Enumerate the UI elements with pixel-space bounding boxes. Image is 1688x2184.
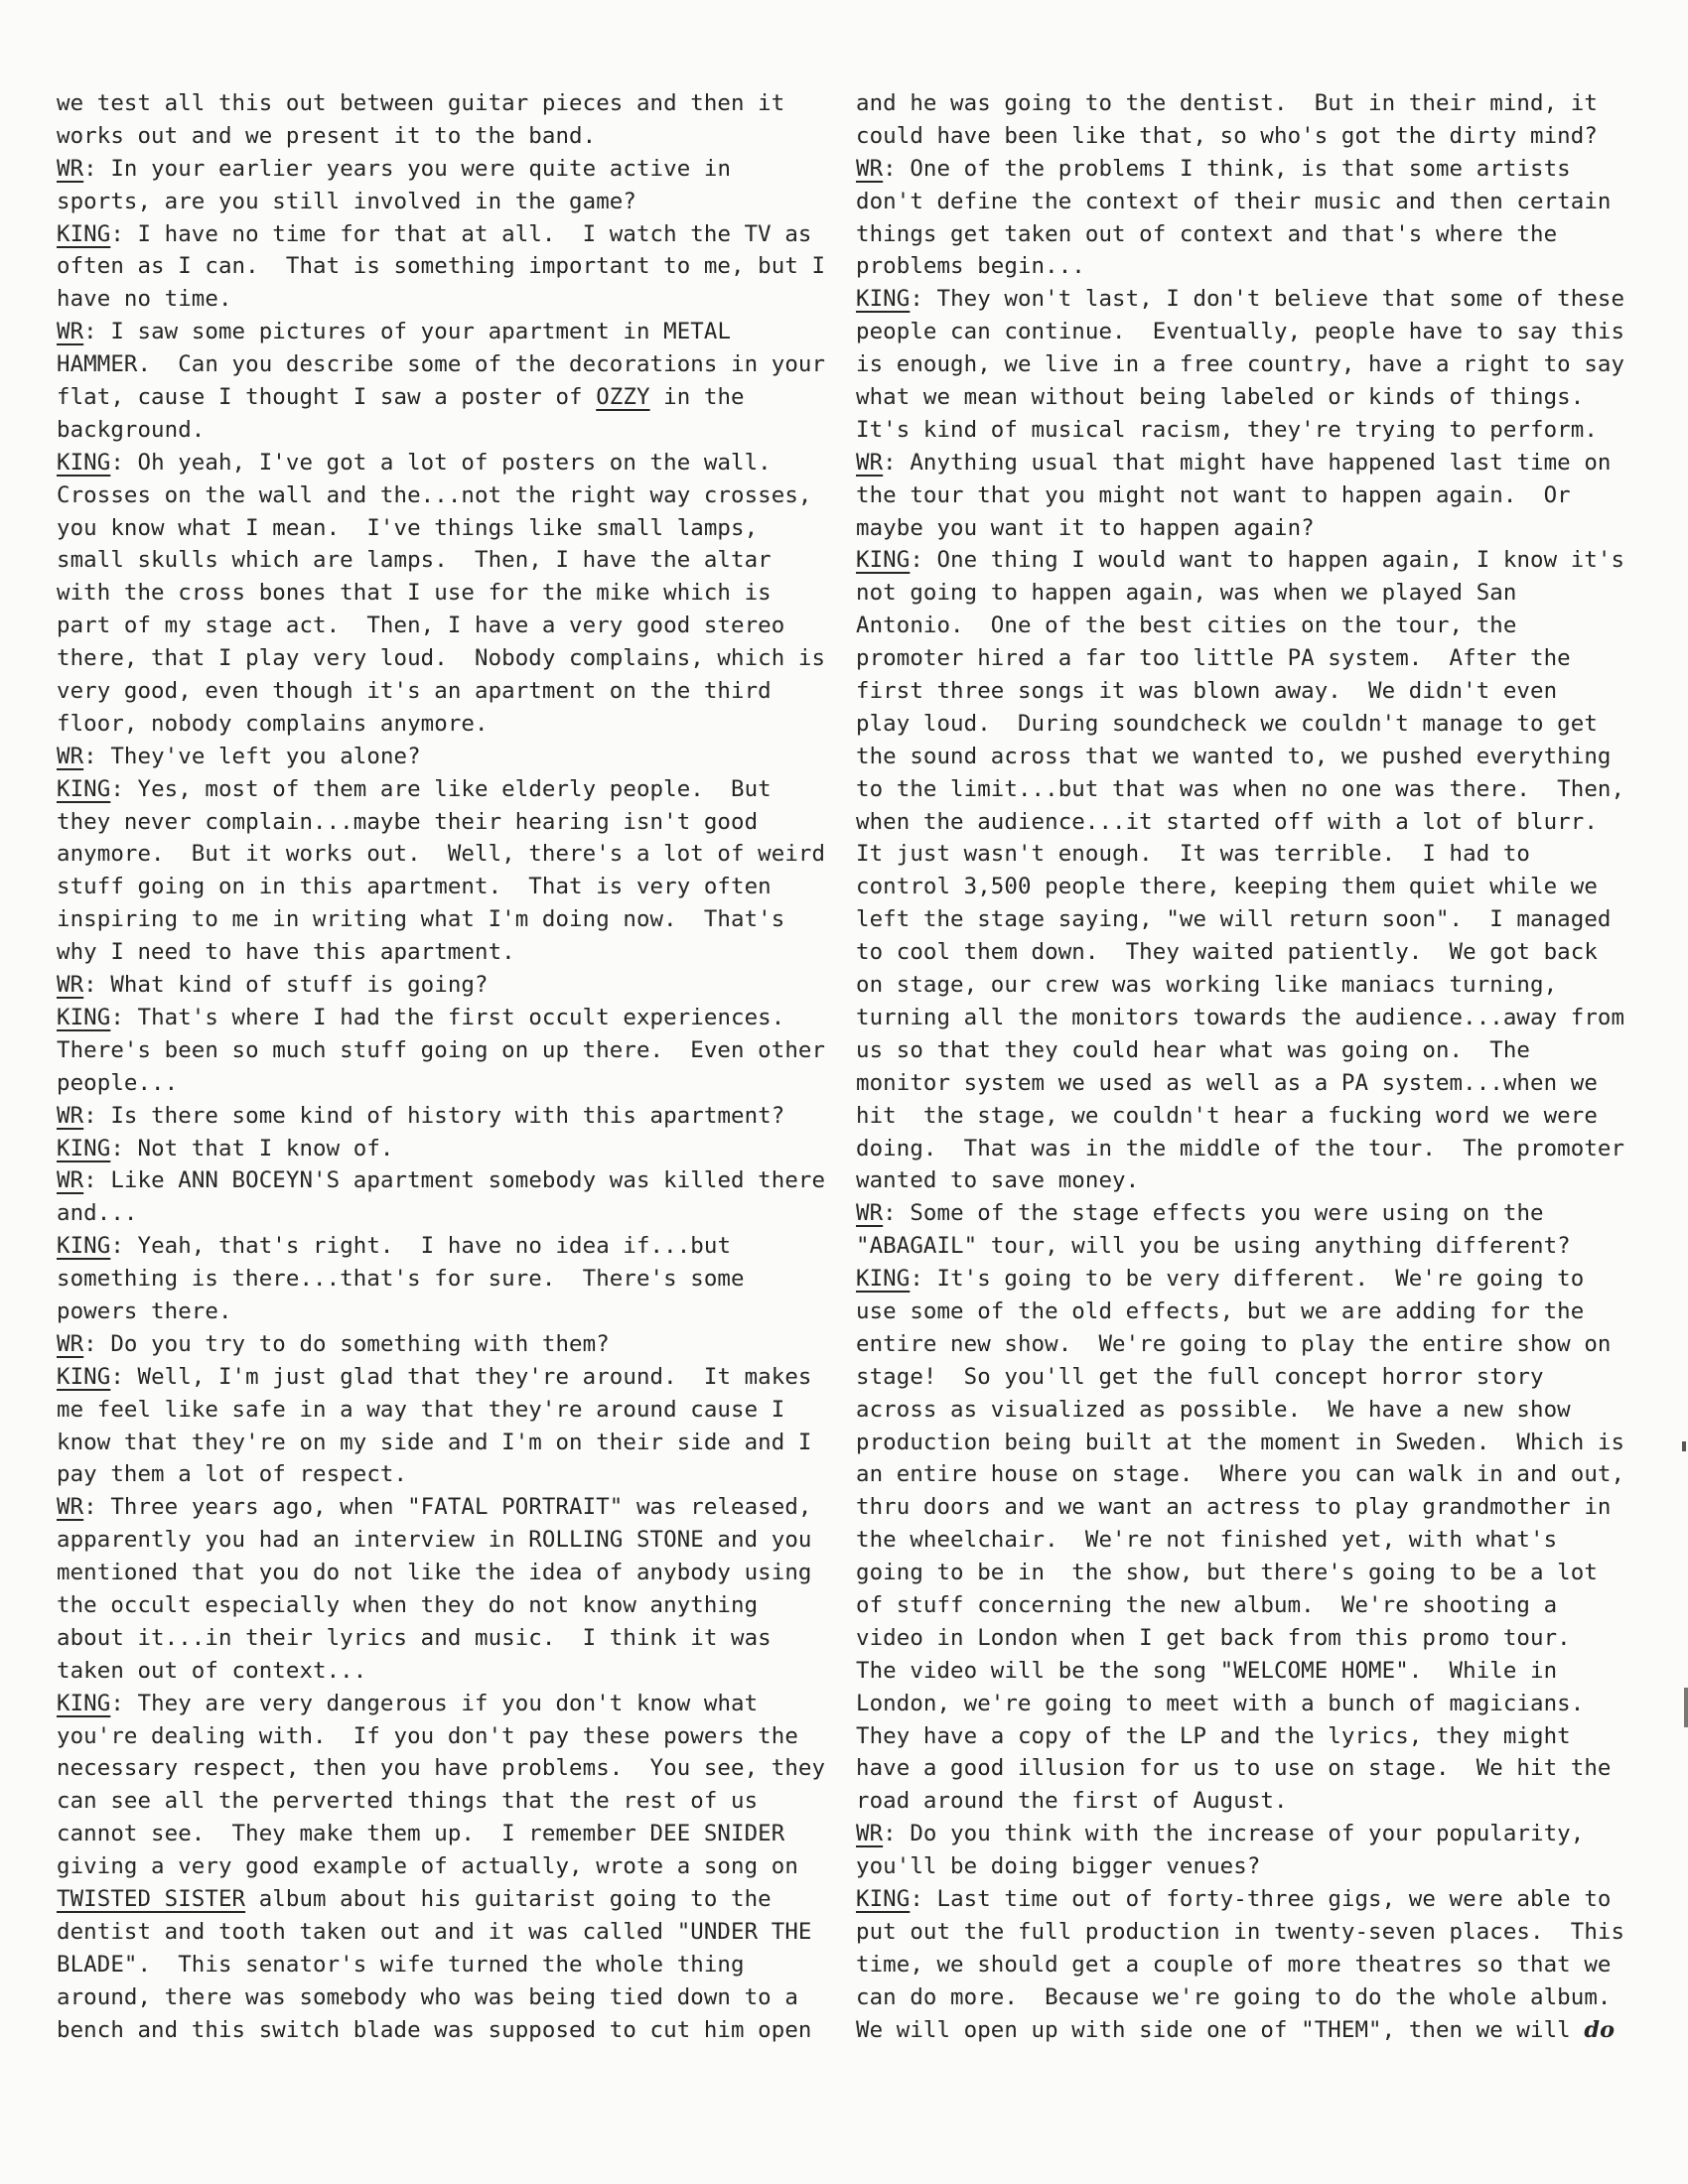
text-segment: monitor system we used as well as a PA system...when we	[856, 1069, 1598, 1096]
text-line	[57, 642, 826, 675]
text-segment: you're dealing with. If you don't pay these powers the	[57, 1722, 798, 1749]
text-segment: things get taken out of context and that's where the	[856, 220, 1558, 247]
text-line	[856, 1720, 1620, 1753]
text-line	[856, 348, 1625, 381]
text-line	[856, 675, 1620, 708]
speaker-label: KING	[856, 1266, 911, 1293]
text-line	[856, 1491, 1620, 1524]
text-segment: : It's going to be very different. We're going to	[910, 1266, 1585, 1293]
text-line	[57, 512, 821, 545]
text-segment: what we mean without being labeled or kinds of things.	[856, 384, 1585, 411]
text-segment: : Well, I'm just glad that they're around. It makes	[110, 1363, 812, 1390]
text-line	[57, 969, 821, 1002]
text-segment: : Not that I know of.	[110, 1135, 394, 1161]
speaker-label: WR	[57, 1167, 84, 1194]
text-line	[856, 1394, 1620, 1427]
text-segment: stage! So you'll get the full concept horror story	[856, 1363, 1544, 1390]
text-line	[856, 1133, 1625, 1165]
text-segment: : Yeah, that's right. I have no idea if...but	[110, 1233, 732, 1260]
text-line	[57, 1916, 821, 1949]
text-segment: road around the first of August.	[856, 1788, 1288, 1815]
text-line	[856, 1067, 1620, 1100]
text-line	[856, 1230, 1620, 1263]
text-segment: BLADE". This senator's wife turned the whole thing	[57, 1951, 745, 1978]
text-segment: of stuff concerning the new album. We're shooting a	[856, 1591, 1558, 1618]
text-line	[856, 1100, 1620, 1133]
text-line	[856, 1458, 1625, 1491]
text-segment: : I saw some pictures of your apartment in METAL	[83, 319, 732, 345]
text-line	[856, 414, 1620, 447]
text-segment: bench and this switch blade was supposed to cut him open	[57, 2016, 812, 2043]
text-segment: and...	[57, 1200, 138, 1227]
speaker-label: WR	[57, 155, 84, 182]
text-segment: : Do you try to do something with them?	[83, 1330, 610, 1357]
text-segment: play loud. During soundcheck we couldn't manage to get	[856, 710, 1598, 737]
speaker-label: KING	[57, 1363, 111, 1390]
text-line	[57, 414, 821, 447]
text-segment: why I need to have this apartment.	[57, 939, 515, 966]
text-line	[57, 348, 826, 381]
text-line	[856, 577, 1620, 610]
text-line	[856, 1818, 1620, 1850]
text-line	[856, 1688, 1620, 1720]
text-segment: the sound across that we wanted to, we pushed everything	[856, 743, 1612, 769]
text-segment: and he was going to the dentist. But in their mind, it	[856, 90, 1598, 116]
text-line	[57, 1949, 821, 1981]
text-segment: taken out of context...	[57, 1657, 367, 1684]
text-segment: the occult especially when they do not know anything	[57, 1591, 759, 1618]
text-line	[856, 186, 1620, 218]
text-segment: you know what I mean. I've things like small lamps,	[57, 514, 759, 541]
text-segment: in the	[649, 384, 745, 411]
text-segment: : Do you think with the increase of your popularity,	[883, 1821, 1585, 1847]
text-line	[856, 283, 1625, 316]
text-line	[856, 1361, 1620, 1394]
speaker-label: WR	[856, 155, 884, 182]
text-segment: There's been so much stuff going on up there. Even other	[57, 1036, 826, 1063]
text-segment: wanted to save money.	[856, 1167, 1140, 1194]
text-segment: small skulls which are lamps. Then, I have the altar	[57, 547, 772, 574]
text-segment: can see all the perverted things that the rest of us	[57, 1788, 759, 1815]
text-line	[856, 1949, 1620, 1981]
text-line	[57, 1067, 821, 1100]
text-segment: people can continue. Eventually, people have to say this	[856, 319, 1625, 345]
text-segment: with the cross bones that I use for the mike which is	[57, 580, 772, 607]
speaker-label: WR	[57, 1330, 84, 1357]
text-segment: production being built at the moment in Sweden. Which is	[856, 1429, 1625, 1455]
text-line	[57, 1883, 821, 1916]
text-segment: entire new show. We're going to play the entire show on	[856, 1330, 1612, 1357]
text-line	[57, 871, 821, 903]
text-line	[57, 1589, 821, 1622]
text-line	[856, 969, 1620, 1002]
text-line	[856, 381, 1620, 414]
text-line	[856, 1785, 1620, 1818]
speaker-label: WR	[856, 449, 884, 476]
text-segment: know that they're on my side and I'm on their side and I	[57, 1429, 812, 1455]
text-segment: : Yes, most of them are like elderly people. But	[110, 775, 772, 802]
text-segment: sports, are you still involved in the game?	[57, 188, 636, 214]
speaker-label: KING	[57, 1233, 111, 1260]
text-segment: us so that they could hear what was going on. The	[856, 1036, 1531, 1063]
text-line	[856, 1263, 1620, 1296]
text-line	[856, 871, 1620, 903]
text-segment: put out the full production in twenty-seven places. This	[856, 1918, 1625, 1945]
text-line	[57, 1197, 821, 1230]
speaker-label: WR	[57, 319, 84, 345]
text-segment: maybe you want it to happen again?	[856, 514, 1315, 541]
text-line	[856, 1197, 1620, 1230]
text-segment: album about his guitarist going to the	[245, 1885, 772, 1912]
text-line	[57, 1981, 821, 2014]
text-line	[57, 1688, 821, 1720]
text-segment: cannot see. They make them up. I remember DEE SNIDER	[57, 1821, 785, 1847]
text-segment: the wheelchair. We're not finished yet, with what's	[856, 1527, 1558, 1554]
text-segment: : Oh yeah, I've got a lot of posters on the wall.	[110, 449, 772, 476]
text-segment: powers there.	[57, 1297, 232, 1324]
text-segment: dentist and tooth taken out and it was called "UNDER THE	[57, 1918, 812, 1945]
text-line	[856, 1655, 1620, 1688]
text-line	[57, 610, 821, 642]
text-line	[856, 1034, 1620, 1067]
text-segment: We will open up with side one of "THEM", then we will	[856, 2016, 1585, 2043]
text-line	[856, 1752, 1620, 1785]
text-line	[856, 741, 1620, 773]
text-line	[856, 218, 1620, 251]
text-line	[856, 1916, 1625, 1949]
text-line	[57, 1394, 821, 1427]
speaker-label: KING	[57, 775, 111, 802]
text-segment: The video will be the song "WELCOME HOME". While in	[856, 1657, 1558, 1684]
text-segment: doing. That was in the middle of the tour. The promoter	[856, 1135, 1625, 1161]
text-line	[57, 1361, 821, 1394]
underlined-name: TWISTED SISTER	[57, 1885, 246, 1912]
text-segment: we test all this out between guitar pieces and then it	[57, 90, 785, 116]
speaker-label: KING	[57, 449, 111, 476]
text-line	[856, 479, 1620, 512]
text-segment: works out and we present it to the band.	[57, 122, 597, 149]
text-line	[57, 773, 821, 806]
text-segment: first three songs it was blown away. We didn't even	[856, 678, 1558, 705]
text-line	[856, 1981, 1620, 2014]
text-segment: pay them a lot of respect.	[57, 1461, 408, 1488]
text-line	[856, 512, 1620, 545]
page-edge-mark	[1682, 1441, 1686, 1451]
text-line	[856, 2014, 1620, 2047]
text-segment: very good, even though it's an apartment on the third	[57, 678, 772, 705]
speaker-label: WR	[57, 1494, 84, 1521]
text-line	[57, 1002, 821, 1034]
text-segment: : They are very dangerous if you don't know what	[110, 1690, 759, 1716]
text-line	[57, 1524, 821, 1557]
speaker-label: KING	[57, 1690, 111, 1716]
text-line	[856, 1328, 1620, 1361]
text-segment: London, we're going to meet with a bunch of magicians.	[856, 1690, 1585, 1716]
text-line	[57, 806, 821, 839]
text-segment: the tour that you might not want to happen again. Or	[856, 481, 1571, 508]
text-segment: : They won't last, I don't believe that some of these	[910, 286, 1625, 313]
text-line	[856, 316, 1625, 348]
text-segment: on stage, our crew was working like maniacs turning,	[856, 972, 1558, 999]
speaker-label: KING	[856, 547, 911, 574]
text-segment: about it...in their lyrics and music. I think it was	[57, 1624, 772, 1651]
text-segment: necessary respect, then you have problems. You see, they	[57, 1755, 826, 1782]
text-line	[57, 1785, 821, 1818]
text-segment: : Like ANN BOCEYN'S apartment somebody was killed there	[83, 1167, 826, 1194]
right-column	[856, 87, 1625, 2046]
speaker-label: WR	[57, 1102, 84, 1129]
text-segment: people...	[57, 1069, 179, 1096]
text-line	[856, 120, 1620, 153]
text-line	[856, 250, 1620, 283]
text-line	[57, 479, 821, 512]
text-line	[856, 773, 1625, 806]
text-segment: inspiring to me in writing what I'm doing now. That's	[57, 906, 785, 933]
text-line	[57, 1491, 821, 1524]
text-line	[57, 283, 821, 316]
text-line	[856, 1883, 1620, 1916]
text-line	[57, 1034, 826, 1067]
text-line	[57, 1164, 826, 1197]
text-segment: often as I can. That is something important to me, but I	[57, 253, 826, 280]
text-segment: It just wasn't enough. It was terrible. I had to	[856, 841, 1531, 868]
text-segment: control 3,500 people there, keeping them quiet while we	[856, 874, 1598, 900]
left-column	[57, 87, 826, 2046]
text-segment: going to be in the show, but there's going to be a lot	[856, 1560, 1598, 1586]
text-line	[57, 1230, 821, 1263]
text-line	[57, 936, 821, 969]
text-line	[856, 1164, 1620, 1197]
text-segment: : That's where I had the first occult experiences.	[110, 1004, 785, 1030]
text-segment: : Some of the stage effects you were using on the	[883, 1200, 1544, 1227]
text-segment: could have been like that, so who's got the dirty mind?	[856, 122, 1598, 149]
text-line	[57, 120, 821, 153]
text-segment: : Is there some kind of history with this apartment?	[83, 1102, 785, 1129]
text-line	[57, 741, 821, 773]
text-line	[57, 708, 821, 741]
text-segment: video in London when I get back from this promo tour.	[856, 1624, 1571, 1651]
speaker-label: WR	[57, 743, 84, 769]
text-segment: part of my stage act. Then, I have a very good stereo	[57, 613, 785, 639]
text-line	[856, 1427, 1625, 1459]
text-segment: when the audience...it started off with a lot of blurr.	[856, 808, 1598, 835]
text-segment: "ABAGAIL" tour, will you be using anything different?	[856, 1233, 1571, 1260]
text-line	[856, 87, 1620, 120]
text-line	[57, 1720, 821, 1753]
text-line	[856, 1589, 1620, 1622]
text-segment: left the stage saying, "we will return soon". I managed	[856, 906, 1612, 933]
text-segment: turning all the monitors towards the audience...away from	[856, 1004, 1625, 1030]
page-edge-mark	[1684, 1688, 1688, 1727]
text-line	[856, 806, 1620, 839]
text-line	[57, 1328, 821, 1361]
text-segment: something is there...that's for sure. There's some	[57, 1266, 745, 1293]
text-segment: Antonio. One of the best cities on the tour, the	[856, 613, 1517, 639]
text-segment: anymore. But it works out. Well, there's a lot of weird	[57, 841, 826, 868]
text-segment: : Three years ago, when "FATAL PORTRAIT" was released,	[83, 1494, 812, 1521]
text-segment: : Anything usual that might have happened last time on	[883, 449, 1612, 476]
text-segment: don't define the context of their music and then certain	[856, 188, 1612, 214]
text-line	[57, 381, 821, 414]
text-segment: to the limit...but that was when no one was there. Then,	[856, 775, 1625, 802]
text-segment: giving a very good example of actually, wrote a song on	[57, 1853, 798, 1880]
text-line	[57, 1752, 826, 1785]
text-segment: : They've left you alone?	[83, 743, 421, 769]
text-line	[856, 447, 1620, 479]
text-line	[57, 1818, 821, 1850]
text-segment: : I have no time for that at all. I watch the TV as	[110, 220, 812, 247]
text-segment: around, there was somebody who was being tied down to a	[57, 1983, 798, 2010]
text-line	[57, 316, 821, 348]
text-line	[856, 1296, 1620, 1328]
text-line	[57, 447, 821, 479]
text-line	[57, 1100, 821, 1133]
text-line	[856, 1524, 1620, 1557]
text-line	[57, 1427, 821, 1459]
text-line	[57, 1133, 821, 1165]
text-segment: background.	[57, 416, 206, 443]
text-line	[856, 610, 1620, 642]
text-line	[856, 642, 1620, 675]
text-segment: Crosses on the wall and the...not the right way crosses,	[57, 481, 812, 508]
text-segment: They have a copy of the LP and the lyrics, they might	[856, 1722, 1571, 1749]
text-line	[57, 1622, 821, 1655]
text-line	[856, 544, 1625, 577]
text-segment: time, we should get a couple of more theatres so that we	[856, 1951, 1612, 1978]
text-line	[856, 1850, 1620, 1883]
text-segment: It's kind of musical racism, they're trying to perform.	[856, 416, 1598, 443]
text-line	[57, 838, 826, 871]
text-line	[57, 1263, 821, 1296]
text-line	[856, 1557, 1620, 1589]
text-line	[856, 1622, 1620, 1655]
text-segment: they never complain...maybe their hearing isn't good	[57, 808, 759, 835]
speaker-label: WR	[856, 1821, 884, 1847]
text-line	[57, 675, 821, 708]
text-segment: to cool them down. They waited patiently. We got back	[856, 939, 1598, 966]
text-line	[57, 186, 821, 218]
text-segment: : In your earlier years you were quite active in	[83, 155, 732, 182]
text-segment: stuff going on in this apartment. That is very often	[57, 874, 772, 900]
text-segment: hit the stage, we couldn't hear a fucking word we were	[856, 1102, 1598, 1129]
speaker-label: KING	[856, 286, 911, 313]
speaker-label: KING	[57, 1135, 111, 1161]
text-segment: across as visualized as possible. We have a new show	[856, 1396, 1571, 1423]
underlined-name: OZZY	[596, 384, 650, 411]
text-line	[57, 1655, 821, 1688]
text-segment: an entire house on stage. Where you can walk in and out,	[856, 1461, 1625, 1488]
text-line	[57, 218, 821, 251]
text-segment: HAMMER. Can you describe some of the decorations in your	[57, 351, 826, 378]
speaker-label: WR	[57, 972, 84, 999]
speaker-label: KING	[57, 220, 111, 247]
text-segment: : One of the problems I think, is that some artists	[883, 155, 1571, 182]
text-line	[57, 1557, 821, 1589]
text-segment: promoter hired a far too little PA system. After the	[856, 645, 1571, 672]
text-segment: use some of the old effects, but we are adding for the	[856, 1297, 1585, 1324]
text-line	[57, 903, 821, 936]
speaker-label: WR	[856, 1200, 884, 1227]
text-line	[856, 153, 1620, 186]
handwritten-word: do	[1584, 2016, 1616, 2043]
text-segment: thru doors and we want an actress to play grandmother in	[856, 1494, 1612, 1521]
text-segment: not going to happen again, was when we played San	[856, 580, 1517, 607]
text-line	[856, 708, 1620, 741]
text-line	[57, 87, 821, 120]
text-segment: : What kind of stuff is going?	[83, 972, 489, 999]
text-line	[856, 936, 1620, 969]
text-segment: flat, cause I thought I saw a poster of	[57, 384, 597, 411]
text-line	[57, 1850, 821, 1883]
text-segment: : One thing I would want to happen again, I know it's	[910, 547, 1625, 574]
text-segment: mentioned that you do not like the idea of anybody using	[57, 1560, 812, 1586]
text-line	[856, 903, 1620, 936]
text-line	[57, 153, 821, 186]
text-segment: have no time.	[57, 286, 232, 313]
text-line	[57, 577, 821, 610]
text-line	[57, 1296, 821, 1328]
text-segment: there, that I play very loud. Nobody complains, which is	[57, 645, 826, 672]
text-segment: is enough, we live in a free country, have a right to say	[856, 351, 1625, 378]
text-line	[57, 2014, 821, 2047]
text-line	[57, 250, 826, 283]
speaker-label: KING	[57, 1004, 111, 1030]
text-line	[57, 544, 821, 577]
text-line	[856, 1002, 1625, 1034]
text-segment: can do more. Because we're going to do the whole album.	[856, 1983, 1612, 2010]
text-segment: me feel like safe in a way that they're around cause I	[57, 1396, 785, 1423]
text-line	[57, 1458, 821, 1491]
speaker-label: KING	[856, 1885, 911, 1912]
text-segment: floor, nobody complains anymore.	[57, 710, 489, 737]
text-segment: have a good illusion for us to use on stage. We hit the	[856, 1755, 1612, 1782]
text-segment: problems begin...	[856, 253, 1085, 280]
text-line	[856, 838, 1620, 871]
text-segment: you'll be doing bigger venues?	[856, 1853, 1261, 1880]
text-segment: : Last time out of forty-three gigs, we were able to	[910, 1885, 1612, 1912]
text-segment: apparently you had an interview in ROLLING STONE and you	[57, 1527, 812, 1554]
